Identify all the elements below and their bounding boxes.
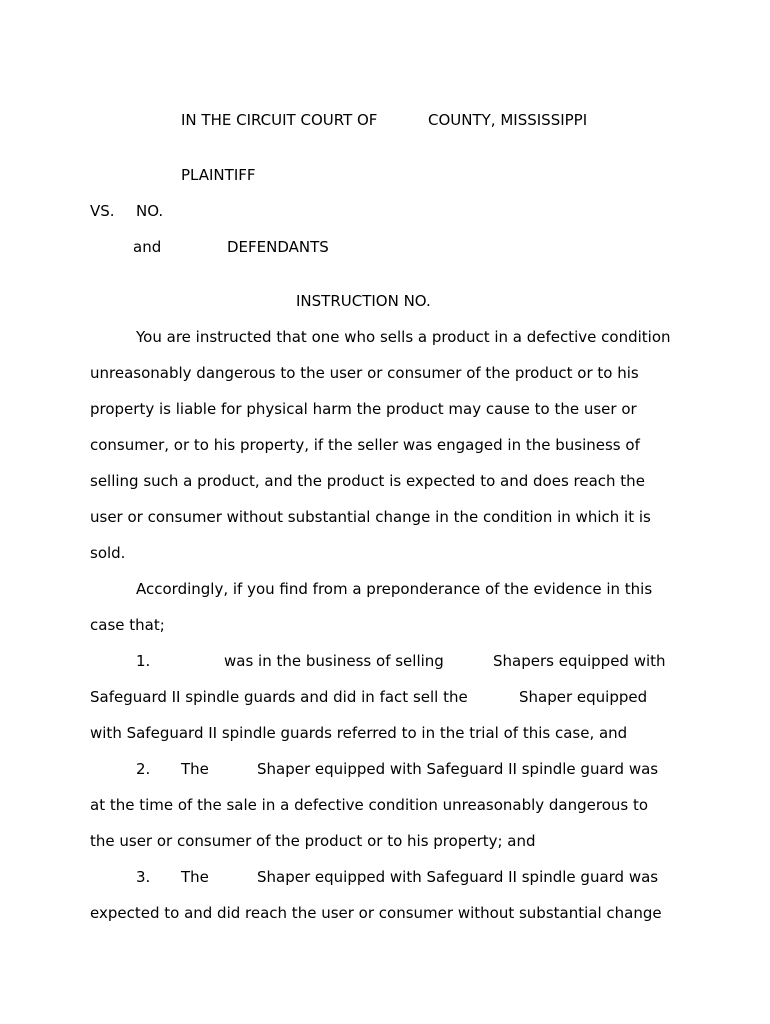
item-number-1: 1. (136, 652, 151, 670)
body-line: consumer, or to his property, if the seller was engaged in the business of (90, 436, 640, 454)
instruction-title: INSTRUCTION NO. (296, 292, 431, 310)
body-line: was in the business of selling (224, 652, 444, 670)
body-line: sold. (90, 544, 126, 562)
case-number-label: NO. (136, 202, 164, 220)
body-line: The (181, 868, 209, 886)
body-line: Shaper equipped with Safeguard II spindle guard was (257, 760, 659, 778)
body-line: with Safeguard II spindle guards referred to in the trial of this case, and (90, 724, 628, 742)
body-line: Shaper equipped (519, 688, 648, 706)
body-line: Shapers equipped with (493, 652, 666, 670)
body-line: the user or consumer of the product or to his property; and (90, 832, 536, 850)
versus-label: VS. (90, 202, 115, 220)
body-line: case that; (90, 616, 165, 634)
defendants-label: DEFENDANTS (227, 238, 329, 256)
body-line: Safeguard II spindle guards and did in fact sell the (90, 688, 468, 706)
body-line: user or consumer without substantial change in the condition in which it is (90, 508, 651, 526)
and-label: and (133, 238, 162, 256)
plaintiff-label: PLAINTIFF (181, 166, 256, 184)
body-line: selling such a product, and the product is expected to and does reach the (90, 472, 645, 490)
body-line: Accordingly, if you find from a preponderance of the evidence in this (136, 580, 653, 598)
county-state: COUNTY, MISSISSIPPI (428, 111, 588, 129)
body-line: Shaper equipped with Safeguard II spindle guard was (257, 868, 659, 886)
body-line: You are instructed that one who sells a product in a defective condition (136, 328, 671, 346)
body-line: property is liable for physical harm the product may cause to the user or (90, 400, 637, 418)
body-line: expected to and did reach the user or consumer without substantial change (90, 904, 662, 922)
body-line: at the time of the sale in a defective condition unreasonably dangerous to (90, 796, 649, 814)
body-line: unreasonably dangerous to the user or consumer of the product or to his (90, 364, 639, 382)
body-line: The (181, 760, 209, 778)
item-number-3: 3. (136, 868, 151, 886)
item-number-2: 2. (136, 760, 151, 778)
court-name: IN THE CIRCUIT COURT OF (181, 111, 378, 129)
